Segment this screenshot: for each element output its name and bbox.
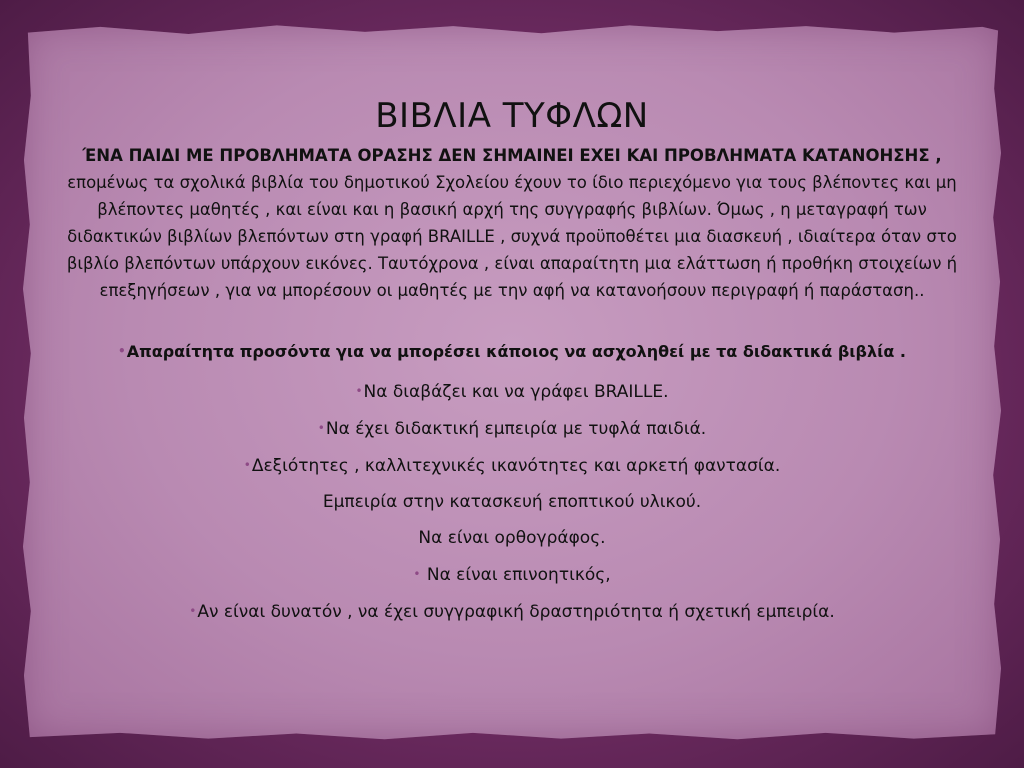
bullet-icon: • — [317, 421, 325, 435]
bullet-icon: • — [355, 384, 363, 398]
slide-content — [50, 96, 974, 630]
bullet-icon: • — [189, 604, 197, 618]
list-item-text: Να έχει διδακτική εμπειρία με τυφλά παιδιά. — [325, 419, 707, 439]
list-item-text: Να είναι επινοητικός, — [421, 565, 611, 585]
bullet-icon: • — [118, 344, 126, 358]
list-item — [50, 410, 974, 447]
list-item — [50, 556, 974, 593]
list-item-text: Δεξιότητες , καλλιτεχνικές ικανότητες και αρκετή φαντασία. — [251, 456, 781, 476]
list-item — [50, 373, 974, 410]
list-item — [50, 593, 974, 630]
requirements-heading-text: Απαραίτητα προσόντα για να μπορέσει κάποιος να ασχοληθεί με τα διδακτικά βιβλία . — [126, 342, 906, 361]
list-item-text: Εμπειρία στην κατασκευή εποπτικού υλικού. — [322, 492, 702, 512]
requirements-heading — [50, 338, 974, 365]
bullet-icon: • — [413, 567, 421, 581]
requirements-list — [50, 373, 974, 630]
bullet-icon: • — [243, 458, 251, 472]
list-item — [50, 447, 974, 484]
slide-title: ΒΙΒΛΙΑ ΤΥΦΛΩΝ — [375, 96, 649, 136]
intro-bold-statement: ΈΝΑ ΠΑΙΔΙ ΜΕ ΠΡΟΒΛΗΜΑΤΑ ΟΡΑΣΗΣ ΔΕΝ ΣΗΜΑΙΝΕΙ ΕΧΕΙ ΚΑΙ ΠΡΟΒΛΗΜΑΤΑ ΚΑΤΑΝΟΗΣΗΣ , — [82, 146, 942, 165]
list-item-text: Αν είναι δυνατόν , να έχει συγγραφική δραστηριότητα ή σχετική εμπειρία. — [197, 602, 835, 622]
intro-paragraph — [62, 142, 962, 304]
intro-text: επομένως τα σχολικά βιβλία του δημοτικού Σχολείου έχουν το ίδιο περιεχόμενο για τους βλέποντες και μη βλέποντες μαθητές , και είναι και η βασική αρχή της συγγραφής βιβλίων. Όμως , η μεταγραφή των διδακτικών βιβλίων βλεπόντων στη γραφή BRAILLE , συχνά προϋποθέτει μια διασκευή , ιδιαίτερα όταν στο βιβλίο βλεπόντων υπάρχουν εικόνες. Ταυτόχρονα , είναι απαραίτητη μια ελάττωση ή προθήκη στοιχείων ή επεξηγήσεων , για να μπορέσουν οι μαθητές με την αφή να κατανοήσουν περιγραφή ή παράσταση.. — [66, 173, 958, 300]
list-item-text: Να είναι ορθογράφος. — [418, 528, 606, 548]
list-item — [50, 484, 974, 520]
list-item-text: Να διαβάζει και να γράφει BRAILLE. — [363, 382, 669, 402]
list-item — [50, 520, 974, 556]
